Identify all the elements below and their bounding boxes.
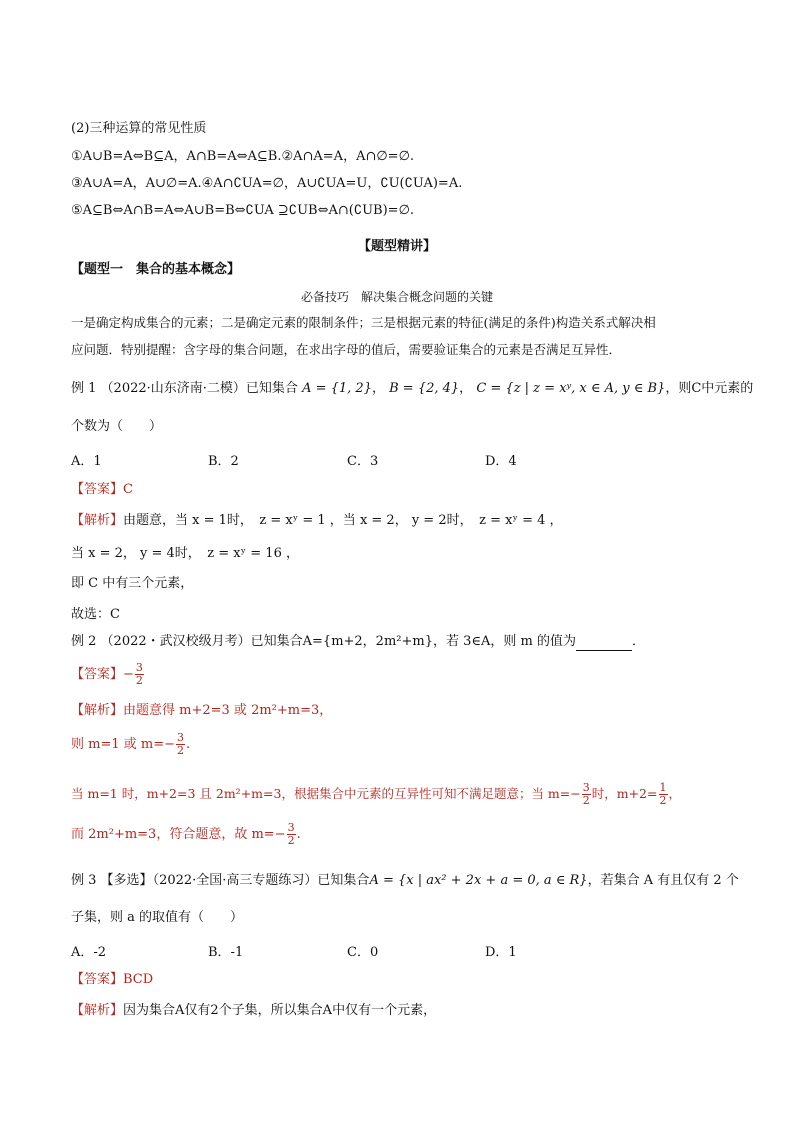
ex3-answer-value: BCD: [123, 972, 154, 987]
ex3-answer: [71, 971, 153, 989]
ex2-analysis-3: [71, 782, 681, 807]
ex1-source: （2022·山东济南·二模）: [100, 381, 246, 396]
ex2-answer-fraction: [135, 662, 144, 687]
ex1-stem-b: ，则C中元素的: [665, 381, 754, 396]
ex2-stem-text: 已知集合A={m+2，2m²+m}，若 3∈A，则 m 的值为: [250, 634, 576, 649]
ex2-label: 例 2: [71, 634, 97, 649]
ex3-tag: 【多选】: [100, 873, 153, 888]
ex2-analysis-text-3a: 当 m=1 时，m+2=3 且 2m²+m=3，根据集合中元素的互异性可知不满足题意；当 m=−: [71, 786, 581, 801]
ex3-analysis-tag: 【解析】: [71, 1003, 124, 1018]
ex2-answer-blank: [576, 637, 632, 651]
ex2-analysis-text-1: 由题意得 m+2=3 或 2m²+m=3，: [123, 703, 333, 718]
ex1-answer: [71, 481, 133, 499]
ex1-option-d: D．4: [485, 454, 517, 469]
ex1-option-b: B．2: [208, 454, 239, 469]
ex1-option-c: C．3: [347, 454, 379, 469]
props-title: (2)三种运算的常见性质: [71, 121, 207, 136]
ex1-set-c: C = {z | z = xʸ, x ∈ A, y ∈ B}: [476, 381, 666, 396]
ex1-stem-a: 已知集合: [245, 381, 298, 396]
props-line-1: ①A∪B=A⇔B⊆A，A∩B=A⇔A⊆B.②A∩A=A，A∩∅=∅.: [71, 149, 415, 164]
fraction-numerator: 3: [135, 661, 143, 674]
fraction-denominator: 2: [287, 834, 295, 847]
ex2-analysis-4: [71, 822, 301, 847]
ex2-analysis-1: [71, 702, 332, 720]
ex3-source: （2022·全国·高三专题练习）: [152, 873, 318, 888]
ex2-fraction-2: [176, 732, 185, 757]
ex3-stem-b: ，若集合 A 有且仅有 2 个: [587, 873, 739, 888]
fraction-numerator: 1: [659, 781, 667, 794]
ex1-analysis-4: 故选：C: [71, 607, 120, 622]
section-title: 【题型精讲】: [357, 239, 436, 254]
fraction-numerator: 3: [287, 821, 295, 834]
ex3-stem: [71, 872, 739, 890]
ex2-answer-sign: −: [123, 667, 134, 682]
ex3-option-a: A．-2: [71, 945, 107, 960]
fraction-denominator: 2: [135, 674, 143, 687]
ex3-set-a: A = {x | ax² + 2x + a = 0, a ∈ R}: [369, 873, 588, 888]
ex1-set-b: B = {2, 4}: [389, 381, 460, 396]
fraction-numerator: 3: [177, 731, 185, 744]
ex2-fraction-3: [582, 782, 591, 807]
ex1-label: 例 1: [71, 381, 97, 396]
ex2-analysis-text-2: 则 m=1 或 m=−: [71, 737, 176, 752]
ex3-analysis-1: [71, 1002, 436, 1020]
fraction-denominator: 2: [659, 794, 667, 807]
ex2-answer-tag: 【答案】: [71, 667, 124, 682]
ex2-answer: [71, 662, 145, 687]
ex1-analysis-3: 即 C 中有三个元素，: [71, 576, 194, 591]
ex2-analysis-tag: 【解析】: [71, 703, 124, 718]
ex2-analysis-text-4: 而 2m²+m=3，符合题意，故 m=−: [71, 827, 286, 842]
ex2-dot: .: [296, 827, 301, 842]
ex1-analysis-2: 当 x = 2， y = 4时， z = xʸ = 16 ，: [71, 546, 299, 561]
ex1-answer-tag: 【答案】: [71, 482, 124, 497]
ex2-stem-end: ．: [632, 634, 646, 649]
ex2-fraction-4: [659, 782, 668, 807]
fraction-denominator: 2: [582, 794, 590, 807]
ex3-option-b: B．-1: [208, 945, 244, 960]
ex2-analysis-text-3b: 时，m+2=: [591, 786, 658, 801]
ex3-option-d: D．1: [485, 945, 517, 960]
ex1-analysis-tag: 【解析】: [71, 513, 124, 528]
ex1-stem-c: 个数为（ ）: [71, 419, 163, 434]
type1-title: 【题型一 集合的基本概念】: [71, 262, 241, 277]
ex3-stem-a: 已知集合: [317, 873, 370, 888]
ex3-option-c: C．0: [347, 945, 379, 960]
fraction-numerator: 3: [582, 781, 590, 794]
ex1-stem: 例 1 （2022·山东济南·二模）已知集合 A = {1, 2}， B = {2, 4}， C = {z | z = xʸ, x ∈ A, y ∈ B}，则C中元素的: [71, 381, 754, 396]
skill-text-2: 应问题．特别提醒：含字母的集合问题，在求出字母的值后，需要验证集合的元素是否满足互异性．: [71, 342, 622, 357]
ex2-source: （2022・武汉校级月考）: [100, 634, 251, 649]
ex2-analysis-text-3c: ，: [668, 786, 682, 801]
ex1-answer-value: C: [123, 482, 133, 497]
ex2-fraction-5: [287, 822, 296, 847]
ex1-analysis-text-1: 由题意，当 x = 1时， z = xʸ = 1 ，当 x = 2， y = 2时， z = xʸ = 4 ，: [123, 513, 563, 528]
ex1-analysis-1: [71, 512, 563, 530]
fraction-denominator: 2: [177, 744, 185, 757]
props-line-3: ⑤A⊆B⇔A∩B=A⇔A∪B=B⇔∁UA ⊇∁UB⇔A∩(∁UB)=∅.: [71, 203, 415, 218]
skill-text-1: 一是确定构成集合的元素；二是确定元素的限制条件；三是根据元素的特征(满足的条件)构造关系式解决相: [71, 315, 656, 330]
ex2-stem: [71, 633, 645, 651]
skill-title: 必备技巧 解决集合概念问题的关键: [300, 290, 493, 304]
props-line-2: ③A∪A=A，A∪∅=A.④A∩∁UA=∅，A∪∁UA=U，∁U(∁UA)=A.: [71, 176, 463, 191]
ex3-analysis-text-1: 因为集合A仅有2个子集，所以集合A中仅有一个元素，: [123, 1003, 437, 1018]
ex3-stem-c: 子集，则 a 的取值有（ ）: [71, 910, 244, 925]
ex1-option-a: A．1: [71, 454, 102, 469]
ex2-analysis-2: [71, 732, 190, 757]
ex1-set-a: A = {1, 2}: [302, 381, 372, 396]
ex3-answer-tag: 【答案】: [71, 972, 124, 987]
ex3-label: 例 3: [71, 873, 97, 888]
ex2-dot: .: [186, 737, 191, 752]
